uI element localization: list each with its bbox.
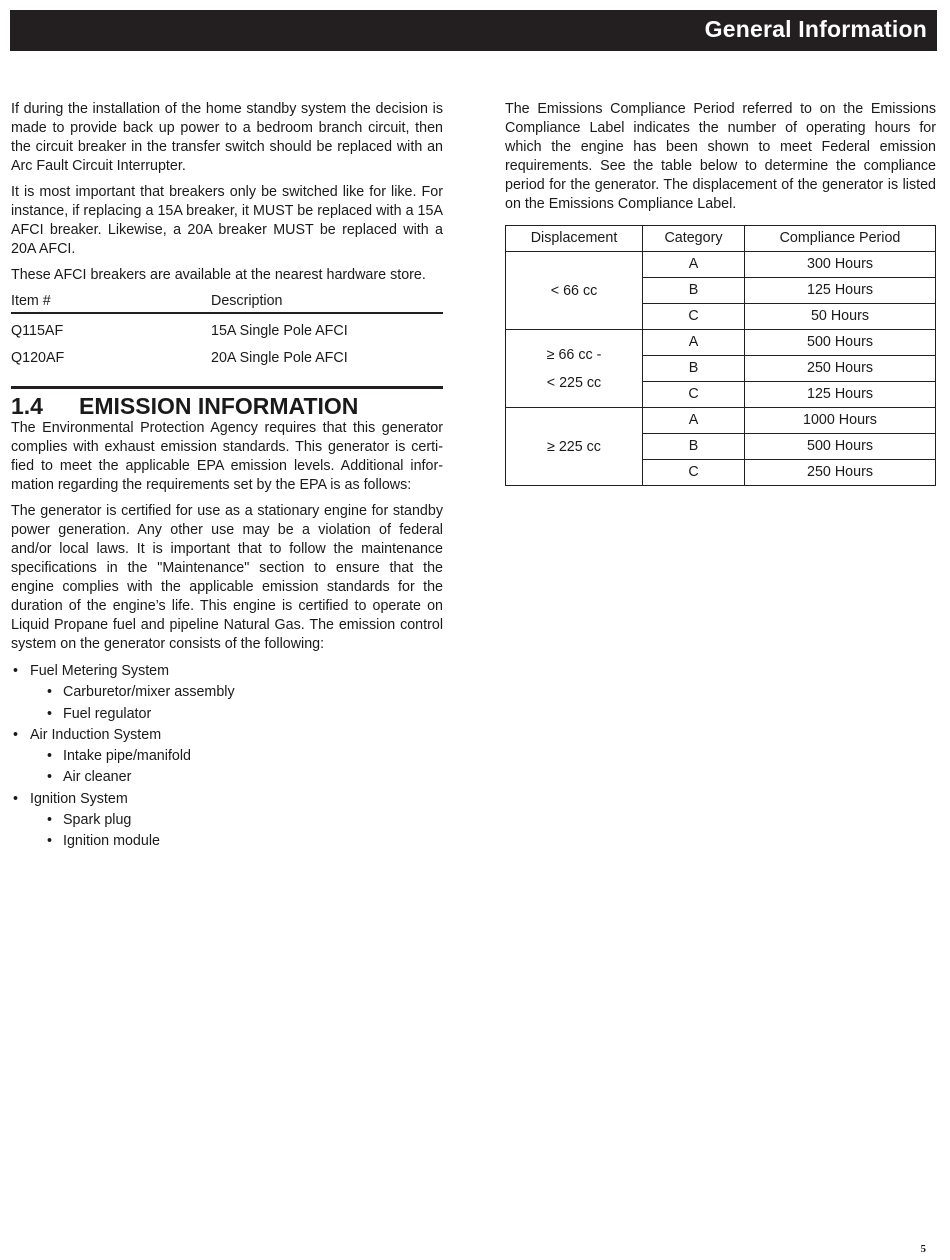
section-title: EMISSION INFORMATION — [79, 393, 359, 419]
displacement-cell — [506, 408, 643, 486]
list-item — [11, 725, 443, 789]
afci-paragraph-1: If during the installation of the home standby system the decision is made to provide back up power to a bedroom branch circuit, then the circuit breaker in the transfer switch should be replaced with an Arc Fault Circuit Interrupter. — [11, 101, 443, 174]
period-cell: 125 Hours — [745, 278, 936, 304]
category-cell: A — [643, 330, 745, 356]
table-row — [11, 313, 443, 341]
table-row — [506, 408, 936, 434]
list-item — [30, 746, 443, 767]
page-number: 5 — [920, 1243, 926, 1255]
page-title: General Information — [704, 16, 927, 42]
list-item — [30, 831, 443, 852]
category-cell: C — [643, 382, 745, 408]
category-cell: C — [643, 460, 745, 486]
header-displacement: Displacement — [506, 226, 643, 252]
period-cell: 500 Hours — [745, 330, 936, 356]
category-cell: B — [643, 434, 745, 460]
category-cell: B — [643, 356, 745, 382]
category-cell: B — [643, 278, 745, 304]
category-cell: C — [643, 304, 745, 330]
system-component: Spark plug — [63, 812, 132, 829]
parts-table-header-row — [11, 292, 443, 313]
table-row — [11, 341, 443, 368]
section-heading — [11, 393, 443, 419]
list-item — [30, 682, 443, 703]
compliance-paragraph: The Emissions Compliance Period referred to on the Emissions Compliance Label indicates the number of operating hours for which the engine has been shown to meet Federal emission requirements. See the table below to determine the compliance period for the generator. The displacement of the generator is listed on the Emissions Compliance Label. — [505, 101, 936, 212]
system-label: Air Induction System — [30, 726, 162, 743]
period-cell: 300 Hours — [745, 252, 936, 278]
compliance-header-row — [506, 226, 936, 252]
compliance-table — [505, 225, 936, 486]
system-component: Ignition module — [63, 833, 160, 850]
table-row — [506, 330, 936, 356]
displacement-cell — [506, 330, 643, 408]
system-component: Carburetor/mixer assembly — [63, 684, 235, 701]
parts-header-item: Item # — [11, 292, 211, 313]
section-divider — [11, 386, 443, 389]
period-cell: 250 Hours — [745, 356, 936, 382]
system-component: Fuel regulator — [63, 705, 152, 722]
system-label: Fuel Metering System — [30, 663, 170, 679]
system-label: Ignition System — [30, 790, 128, 807]
period-cell: 1000 Hours — [745, 408, 936, 434]
displacement-value: < 66 cc — [550, 282, 598, 299]
list-item — [30, 767, 443, 788]
category-cell: A — [643, 408, 745, 434]
list-item — [30, 704, 443, 725]
part-description: 15A Single Pole AFCI — [211, 323, 348, 339]
header-category: Category — [643, 226, 745, 252]
parts-header-description: Description — [211, 292, 443, 313]
emission-paragraph-2: The generator is certified for use as a stationary engine for standby power generation. Any other use may be a violation of federal and/or local laws. It is important that to follow the maintenance specifications in the "Maintenance" section to ensure that the engine complies with the applicable emission standards for the duration of the engine’s life. This engine is certified to operate on Liquid Propane fuel and pipeline Natural Gas. The emission control system on the generator consists of the following: — [11, 503, 443, 652]
list-item — [30, 810, 443, 831]
table-row — [506, 252, 936, 278]
period-cell: 125 Hours — [745, 382, 936, 408]
afci-paragraph-2: It is most important that breakers only be switched like for like. For instance, if replacing a 15A breaker, it MUST be replaced with a 15A AFCI breaker. Likewise, a 20A breaker MUST be replaced with a 20A AFCI. — [11, 184, 443, 257]
left-column — [11, 100, 443, 853]
emission-systems-list — [11, 661, 443, 853]
displacement-cell — [506, 252, 643, 330]
list-item — [11, 789, 443, 853]
period-cell: 50 Hours — [745, 304, 936, 330]
list-item — [11, 661, 443, 725]
header-bar — [10, 10, 937, 51]
part-item-number: Q120AF — [11, 350, 65, 366]
period-cell: 500 Hours — [745, 434, 936, 460]
system-component: Intake pipe/manifold — [63, 748, 191, 765]
afci-parts-table — [11, 292, 443, 368]
period-cell: 250 Hours — [745, 460, 936, 486]
part-item-number: Q115AF — [11, 323, 64, 339]
displacement-value: ≥ 225 cc — [547, 438, 601, 455]
section-number: 1.4 — [11, 393, 43, 419]
part-description: 20A Single Pole AFCI — [211, 350, 348, 366]
category-cell: A — [643, 252, 745, 278]
afci-paragraph-3: These AFCI breakers are available at the nearest hardware store. — [11, 267, 426, 283]
emission-paragraph-1: The Environmental Protection Agency requires that this generator complies with exhaust emission standards. This generator is certified to meet the applicable EPA emission levels. Additional information regarding the requirements set by the EPA is as follows: — [11, 420, 443, 493]
displacement-value: ≥ 66 cc - — [546, 346, 602, 363]
header-compliance-period: Compliance Period — [745, 226, 936, 252]
displacement-value: < 225 cc — [546, 374, 602, 391]
right-column — [505, 100, 936, 486]
system-component: Air cleaner — [63, 769, 132, 786]
